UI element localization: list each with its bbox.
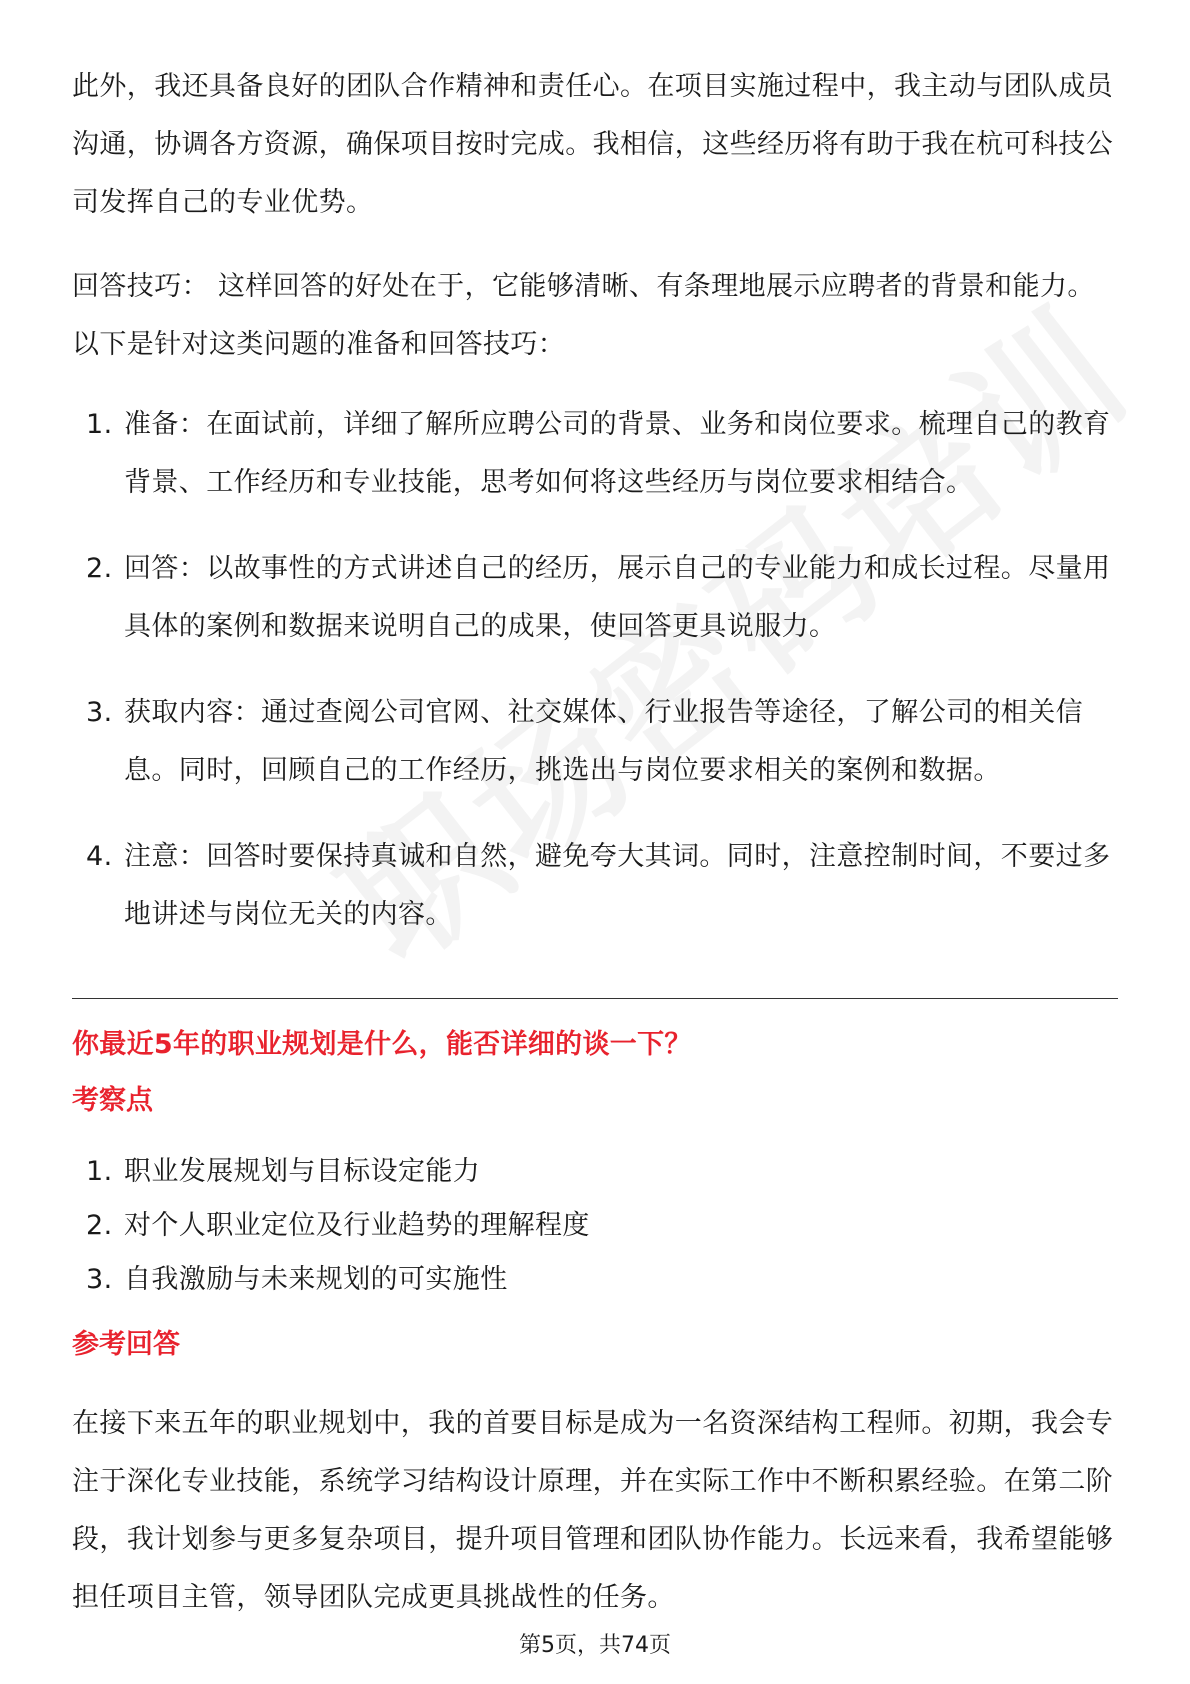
tip-item <box>72 684 1118 800</box>
tip-number: 2. <box>86 553 113 584</box>
tips-list <box>72 396 1118 944</box>
answer-paragraph: 在接下来五年的职业规划中，我的首要目标是成为一名资深结构工程师。初期，我会专注于深化专业技能，系统学习结构设计原理，并在实际工作中不断积累经验。在第二阶段，我计划参与更多复杂项目，提升项目管理和团队协作能力。长远来看，我希望能够担任项目主管，领导团队完成更具挑战性的任务。 <box>72 1408 1114 1613</box>
tip-number: 1. <box>86 409 113 440</box>
focus-heading: 考察点 <box>72 1085 153 1116</box>
intro-paragraph: 此外，我还具备良好的团队合作精神和责任心。在项目实施过程中，我主动与团队成员沟通，协调各方资源，确保项目按时完成。我相信，这些经历将有助于我在杭可科技公司发挥自己的专业优势。 <box>72 71 1114 218</box>
focus-point-number: 3. <box>86 1264 113 1295</box>
tip-number: 3. <box>86 697 113 728</box>
tip-text: 注意：回答时要保持真诚和自然，避免夸大其词。同时，注意控制时间，不要过多地讲述与岗位无关的内容。 <box>124 841 1111 930</box>
focus-point <box>72 1253 1118 1307</box>
page-number: 第5页，共74页 <box>519 1633 671 1658</box>
focus-point <box>72 1199 1118 1253</box>
page-content <box>72 58 1118 1627</box>
focus-point-text: 职业发展规划与目标设定能力 <box>124 1156 481 1187</box>
tip-number: 4. <box>86 841 113 872</box>
tips-paragraph: 回答技巧： 这样回答的好处在于，它能够清晰、有条理地展示应聘者的背景和能力。以下是针对这类问题的准备和回答技巧： <box>72 271 1095 360</box>
focus-point <box>72 1145 1118 1199</box>
tip-text: 准备：在面试前，详细了解所应聘公司的背景、业务和岗位要求。梳理自己的教育背景、工作经历和专业技能，思考如何将这些经历与岗位要求相结合。 <box>124 409 1111 498</box>
question-heading: 你最近5年的职业规划是什么，能否详细的谈一下？ <box>72 1029 692 1060</box>
tip-text: 获取内容：通过查阅公司官网、社交媒体、行业报告等途径，了解公司的相关信息。同时，回顾自己的工作经历，挑选出与岗位要求相关的案例和数据。 <box>124 697 1083 786</box>
answer-heading: 参考回答 <box>72 1329 180 1360</box>
tip-item <box>72 396 1118 512</box>
focus-point-text: 对个人职业定位及行业趋势的理解程度 <box>124 1210 590 1241</box>
focus-point-number: 2. <box>86 1210 113 1241</box>
focus-points-list <box>72 1145 1118 1307</box>
tip-item <box>72 828 1118 944</box>
focus-point-text: 自我激励与未来规划的可实施性 <box>124 1264 508 1295</box>
focus-point-number: 1. <box>86 1156 113 1187</box>
section-divider <box>72 998 1118 999</box>
tip-item <box>72 540 1118 656</box>
tip-text: 回答：以故事性的方式讲述自己的经历，展示自己的专业能力和成长过程。尽量用具体的案例和数据来说明自己的成果，使回答更具说服力。 <box>124 553 1111 642</box>
